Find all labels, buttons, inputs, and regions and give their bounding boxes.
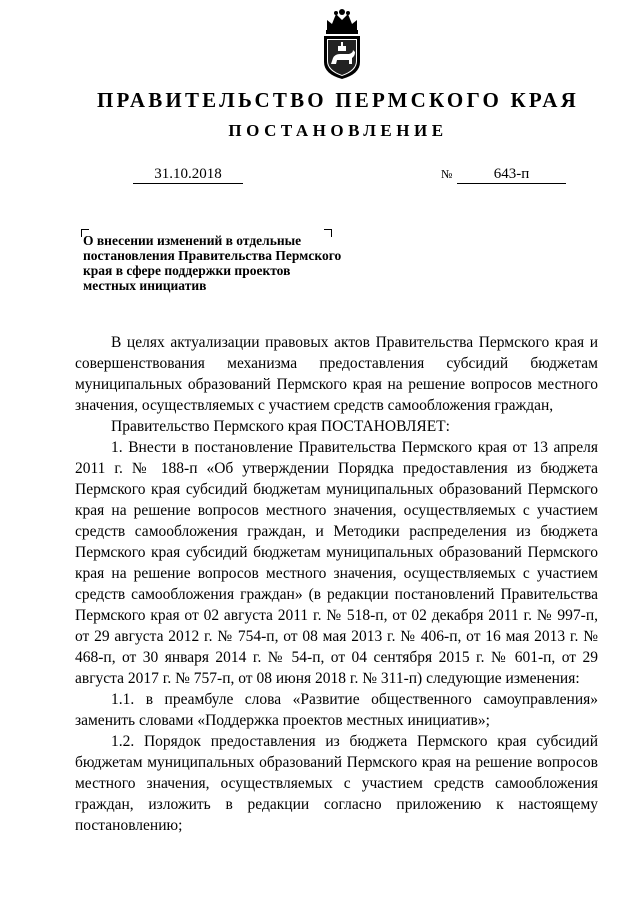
document-date: 31.10.2018 [133,165,243,184]
document-type: ПОСТАНОВЛЕНИЕ [228,121,448,140]
document-number-block [441,165,566,183]
organization-title: ПРАВИТЕЛЬСТВО ПЕРМСКОГО КРАЯ [96,88,579,112]
document-body [75,332,598,836]
paragraph: В целях актуализации правовых актов Правительства Пермского края и совершенствования механизма предоставления субсидий бюджетам муниципальных образований Пермского края на решение вопросов местного значения, осуществляемых с участием средств самообложения граждан, [75,334,598,414]
document-number: 643-п [457,165,566,184]
paragraph: 1.2. Порядок предоставления из бюджета Пермского края субсидий бюджетам муниципальных образований Пермского края на решение вопросов местного значения, осуществляемых с участием средств самообложения граждан, изложить в редакции согласно приложению к настоящему постановлению; [75,733,598,834]
number-sign: № [441,167,453,181]
paragraph: Правительство Пермского края ПОСТАНОВЛЯЕТ: [111,418,450,435]
paragraph: 1. Внести в постановление Правительства Пермского края от 13 апреля 2011 г. № 188-п «Об утверждении Порядка предоставления из бюджета Пермского края субсидий бюджетам муниципальных образований Пермского края на решение вопросов местного значения, осуществляемых с участием средств самообложения граждан, и Методики распределения из бюджета Пермского края субсидий бюджетам муниципальных образований Пермского края на решение вопросов местного значения, осуществляемых с участием средств самообложения граждан» (в редакции постановлений Правительства Пермского края от 02 августа 2011 г. № 518-п, от 02 декабря 2011 г. № 997-п, от 29 августа 2012 г. № 754-п, от 08 мая 2013 г. № 406-п, от 16 мая 2013 г. № 468-п, от 30 января 2014 г. № 54-п, от 04 сентября 2015 г. № 601-п, от 29 августа 2017 г. № 757-п, от 08 июня 2018 г. № 311-п) следующие изменения: [75,439,598,687]
coat-of-arms-icon [318,6,366,80]
paragraph: 1.1. в преамбуле слова «Развитие общественного самоуправления» заменить словами «Поддержка проектов местных инициатив»; [75,691,598,729]
document-subject: О внесении изменений в отдельные постановления Правительства Пермского края в сфере поддержки проектов местных инициатив [83,233,342,293]
